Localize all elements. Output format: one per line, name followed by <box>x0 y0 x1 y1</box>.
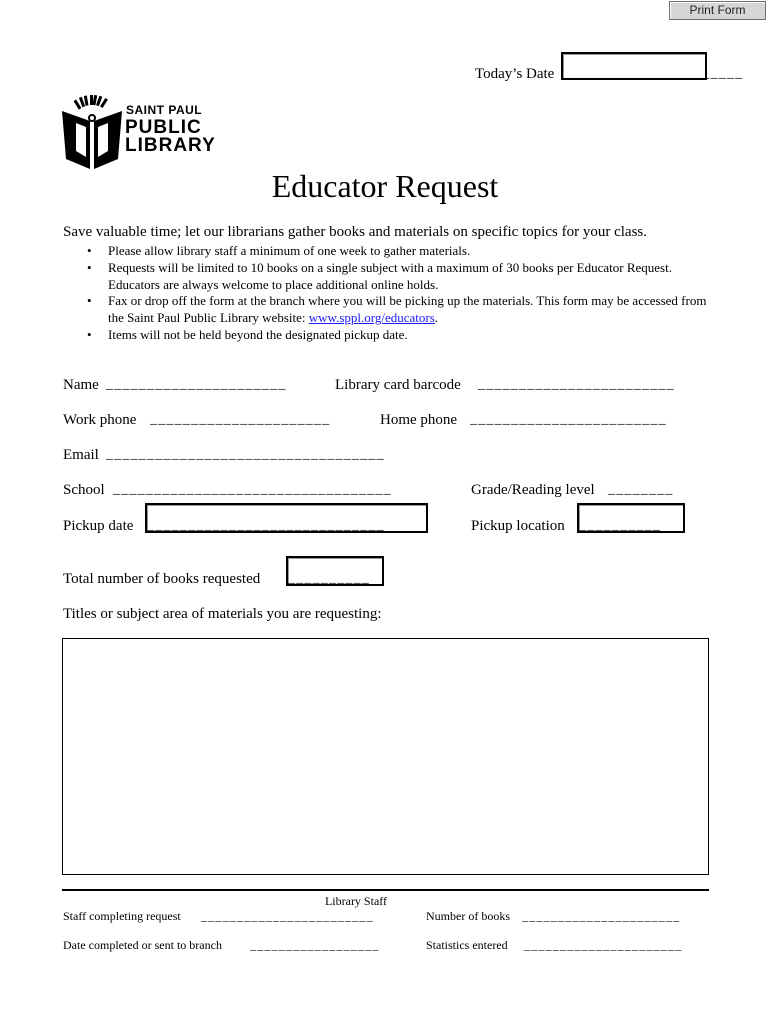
number-of-books-label: Number of books <box>426 909 510 923</box>
home-phone-label: Home phone <box>380 412 458 428</box>
pickup-location-line: __________ <box>579 518 661 533</box>
intro-text: Save valuable time; let our librarians gather books and materials on specific topics for your class. <box>63 224 647 240</box>
date-completed-field[interactable]: __________________ <box>250 938 380 952</box>
page-title: Educator Request <box>271 168 499 204</box>
statistics-label: Statistics entered <box>426 938 508 952</box>
barcode-label: Library card barcode <box>335 377 461 393</box>
bullet-icon: • <box>87 293 92 309</box>
number-of-books-field[interactable]: ______________________ <box>522 909 681 923</box>
date-completed-label: Date completed or sent to branch <box>63 938 222 952</box>
educators-link[interactable]: www.sppl.org/educators <box>308 310 435 326</box>
logo-line-saint-paul: SAINT PAUL <box>126 103 203 117</box>
staff-heading: Library Staff <box>324 894 388 908</box>
school-field[interactable]: __________________________________ <box>113 482 392 497</box>
pickup-location-label: Pickup location <box>471 518 565 534</box>
bullet-icon: • <box>87 259 92 275</box>
total-books-label: Total number of books requested <box>63 571 261 587</box>
pickup-date-line: _____________________________ <box>147 518 385 533</box>
bullet-icon: • <box>87 243 92 258</box>
grade-label: Grade/Reading level <box>471 482 595 498</box>
instructions-list <box>63 243 713 344</box>
library-book-icon <box>62 93 122 169</box>
titles-textarea[interactable] <box>62 638 709 875</box>
titles-label: Titles or subject area of materials you are requesting: <box>63 606 382 622</box>
total-books-line: __________ <box>288 571 370 586</box>
grade-field[interactable]: ________ <box>608 482 674 497</box>
library-logo <box>62 93 232 173</box>
pickup-date-label: Pickup date <box>63 518 134 534</box>
staff-completing-label: Staff completing request <box>63 909 181 923</box>
bullet-icon: • <box>87 326 92 342</box>
work-phone-label: Work phone <box>63 412 137 428</box>
logo-line-public: PUBLIC <box>125 117 202 138</box>
email-field[interactable]: __________________________________ <box>106 447 385 462</box>
name-label: Name <box>63 377 99 393</box>
barcode-field[interactable]: ________________________ <box>478 377 675 392</box>
todays-date-label: Today’s Date <box>475 66 555 82</box>
email-label: Email <box>63 447 99 463</box>
home-phone-field[interactable]: ________________________ <box>470 412 667 427</box>
todays-date-line: ______________________ <box>563 66 744 81</box>
name-field[interactable]: ______________________ <box>106 377 287 392</box>
print-form-button[interactable]: Print Form <box>669 1 766 20</box>
staff-completing-field[interactable]: ________________________ <box>201 909 374 923</box>
work-phone-field[interactable]: ______________________ <box>150 412 331 427</box>
staff-divider <box>62 889 709 891</box>
school-label: School <box>63 482 105 498</box>
list-item: • Please allow library staff a minimum of one week to gather materials. <box>87 243 471 258</box>
logo-line-library: LIBRARY <box>125 135 216 156</box>
list-item: • Items will not be held beyond the designated pickup date. <box>87 326 408 342</box>
list-item: • Fax or drop off the form at the branch where you will be picking up the materials. This form may be accessed from the Saint Paul Public Library website: www.sppl.org/educators. <box>87 293 707 326</box>
list-item: • Requests will be limited to 10 books on a single subject with a maximum of 30 books per Educator Request. Educators are always welcome to place additional online holds. <box>87 259 672 292</box>
statistics-field[interactable]: ______________________ <box>524 938 683 952</box>
